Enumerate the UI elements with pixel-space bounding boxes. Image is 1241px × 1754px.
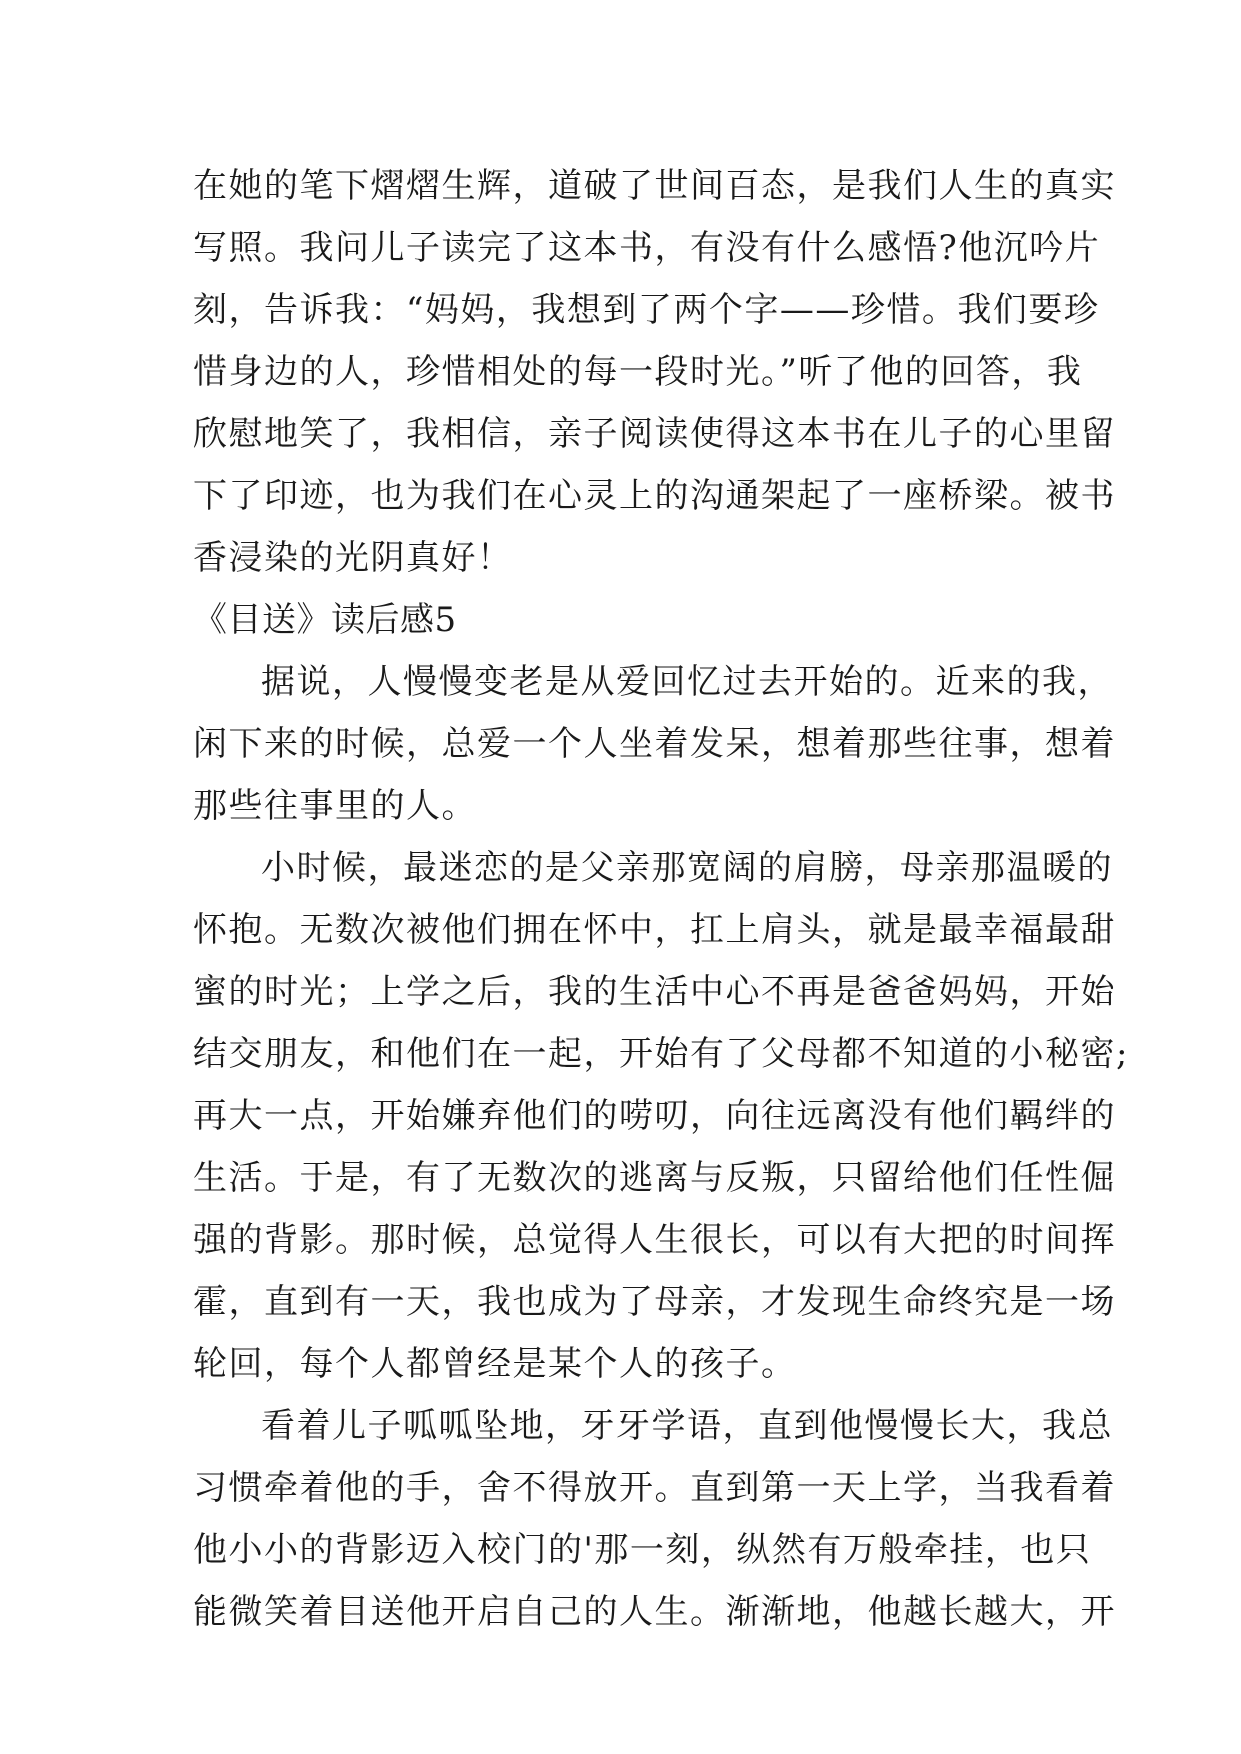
paragraph-2 (193, 837, 1129, 1395)
text-line: 习惯牵着他的手，舍不得放开。直到第一天上学，当我看着 (193, 1468, 1116, 1508)
paragraph-continued (193, 155, 1116, 589)
text-line: 强的背影。那时候，总觉得人生很长，可以有大把的时间挥 (193, 1220, 1116, 1260)
text-line: 看着儿子呱呱坠地，牙牙学语，直到他慢慢长大，我总 (261, 1406, 1113, 1446)
text-line: 香浸染的光阴真好！ (193, 538, 513, 578)
text-line: 轮回，每个人都曾经是某个人的孩子。 (193, 1344, 797, 1384)
text-line: 下了印迹，也为我们在心灵上的沟通架起了一座桥梁。被书 (193, 476, 1116, 516)
section-title: 《目送》读后感5 (193, 600, 457, 640)
text-line: 小时候，最迷恋的是父亲那宽阔的肩膀，母亲那温暖的 (261, 848, 1113, 888)
text-line: 写照。我问儿子读完了这本书，有没有什么感悟?他沉吟片 (193, 228, 1101, 268)
text-line: 再大一点，开始嫌弃他们的唠叨，向往远离没有他们羁绊的 (193, 1096, 1116, 1136)
text-line: 惜身边的人，珍惜相处的每一段时光。”听了他的回答，我 (193, 352, 1083, 392)
text-line: 据说，人慢慢变老是从爱回忆过去开始的。近来的我， (261, 662, 1113, 702)
text-line: 蜜的时光；上学之后，我的生活中心不再是爸爸妈妈，开始 (193, 972, 1116, 1012)
text-line: 在她的笔下熠熠生辉，道破了世间百态，是我们人生的真实 (193, 166, 1116, 206)
text-line: 刻，告诉我：“妈妈，我想到了两个字——珍惜。我们要珍 (193, 290, 1100, 330)
text-line: 闲下来的时候，总爱一个人坐着发呆，想着那些往事，想着 (193, 724, 1116, 764)
text-line: 怀抱。无数次被他们拥在怀中，扛上肩头，就是最幸福最甜 (193, 910, 1116, 950)
text-line: 结交朋友，和他们在一起，开始有了父母都不知道的小秘密; (193, 1034, 1129, 1074)
text-line: 欣慰地笑了，我相信，亲子阅读使得这本书在儿子的心里留 (193, 414, 1116, 454)
text-line: 他小小的背影迈入校门的'那一刻，纵然有万般牵挂，也只 (193, 1530, 1092, 1570)
paragraph-1 (193, 651, 1116, 837)
text-line: 那些往事里的人。 (193, 786, 477, 826)
text-line: 能微笑着目送他开启自己的人生。渐渐地，他越长越大，开 (193, 1592, 1116, 1632)
document-body (193, 155, 1129, 1643)
paragraph-3 (193, 1395, 1116, 1643)
text-line: 生活。于是，有了无数次的逃离与反叛，只留给他们任性倔 (193, 1158, 1116, 1198)
text-line: 霍，直到有一天，我也成为了母亲，才发现生命终究是一场 (193, 1282, 1116, 1322)
